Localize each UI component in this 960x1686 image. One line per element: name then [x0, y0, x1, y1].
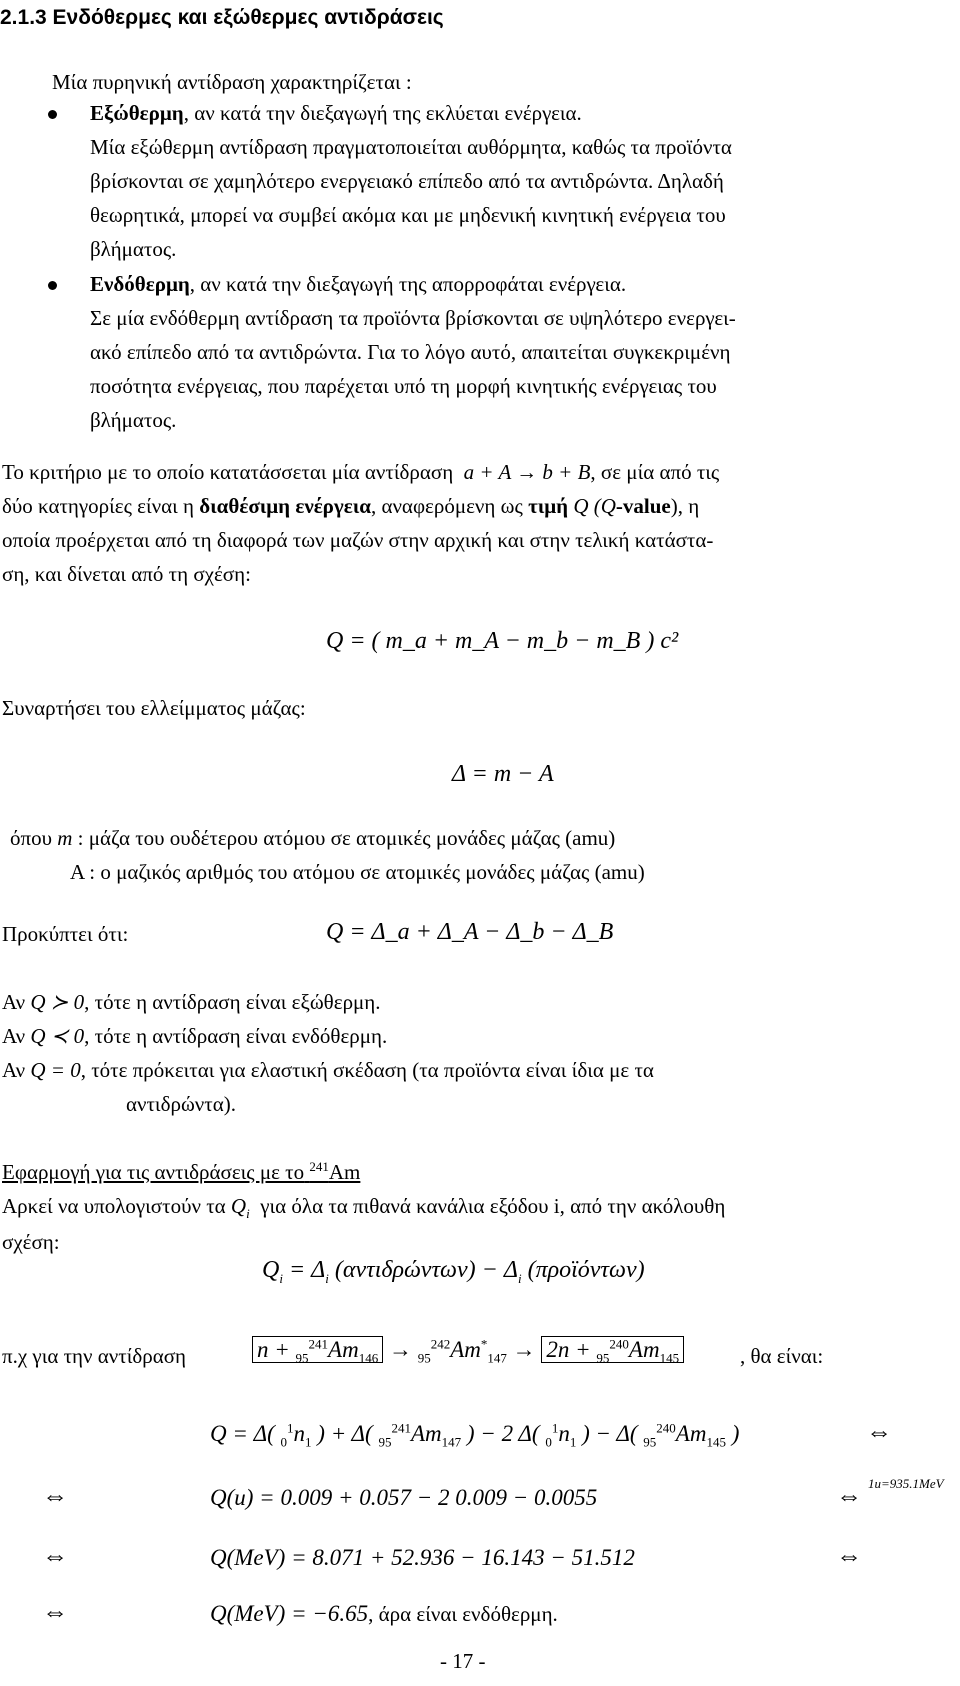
- calc-line-2: Q(u) = 0.009 + 0.057 − 2 0.009 − 0.0055: [210, 1485, 598, 1510]
- equation-q-defects: Q = Δ_a + Δ_A − Δ_b − Δ_B: [326, 919, 614, 945]
- application-line-2: σχέση:: [2, 1230, 60, 1254]
- m-symbol: m: [57, 826, 73, 850]
- equivalence-icon: ⇔: [42, 1481, 68, 1510]
- criterion-text: , αναφερόμενη ως: [370, 494, 523, 518]
- equivalence-icon: ⇔: [866, 1417, 892, 1446]
- example-reaction: [252, 1330, 684, 1370]
- endothermic-line: βλήματος.: [90, 408, 177, 432]
- exothermic-lead-text: , αν κατά την διεξαγωγή της εκλύεται ενέργεια.: [183, 101, 582, 125]
- condition-formula: Q ≻ 0: [30, 990, 85, 1014]
- calc-line-3: Q(MeV) = 8.071 + 52.936 − 16.143 − 51.512: [210, 1545, 635, 1570]
- condition-exothermic: [2, 986, 381, 1018]
- example-prefix: π.χ για την αντίδραση: [2, 1344, 187, 1368]
- term-endothermic: Ενδόθερμη: [90, 272, 190, 296]
- result-label: Προκύπτει ότι:: [2, 922, 129, 946]
- condition-formula: Q ≺ 0: [30, 1024, 85, 1048]
- criterion-line-1: [2, 456, 719, 488]
- endothermic-line: Σε μία ενδόθερμη αντίδραση τα προϊόντα βρίσκονται σε υψηλότερο ενεργει-: [90, 306, 736, 330]
- where-line-1: [10, 822, 615, 854]
- condition-formula: Q = 0: [30, 1058, 81, 1082]
- condition-elastic-continuation: αντιδρώντα).: [126, 1092, 236, 1116]
- where-prefix: όπου: [10, 826, 52, 850]
- condition-prefix: Αν: [2, 990, 26, 1014]
- application-text: Αρκεί να υπολογιστούν τα: [2, 1194, 226, 1218]
- mass-defect-label: Συναρτήσει του ελλείμματος μάζας:: [2, 696, 306, 720]
- condition-text: , τότε πρόκειται για ελαστική σκέδαση (τα προϊόντα είναι ίδια με τα: [80, 1058, 654, 1082]
- section-title: 2.1.3 Ενδόθερμες και εξώθερμες αντιδράσεις: [0, 6, 444, 29]
- calc-conclusion: , άρα είναι ενδόθερμη.: [368, 1602, 558, 1626]
- criterion-text: δύο κατηγορίες είναι η: [2, 494, 195, 518]
- intro-text: Μία πυρηνική αντίδραση χαρακτηρίζεται :: [52, 70, 412, 94]
- available-energy-term: διαθέσιμη ενέργεια: [199, 494, 371, 518]
- q-symbol: Q (Q: [573, 494, 616, 518]
- mass-number-sup: 241: [309, 1159, 329, 1174]
- arrow-icon: →: [388, 1337, 418, 1362]
- equation-q-mass: Q = ( m_a + m_A − m_b − m_B ) c²: [326, 628, 679, 654]
- criterion-text: Το κριτήριο με το οποίο κατατάσσεται μία αντίδραση: [2, 460, 454, 484]
- application-line-1: [2, 1190, 725, 1222]
- criterion-text: ), η: [670, 494, 700, 518]
- bullet-icon: [48, 110, 57, 119]
- conversion-note: 1u=935.1MeV: [868, 1476, 944, 1491]
- bullet-icon: [48, 281, 57, 290]
- exothermic-line: βλήματος.: [90, 237, 177, 261]
- criterion-line-4: ση, και δίνεται από τη σχέση:: [2, 562, 251, 586]
- page-number: - 17 -: [440, 1649, 486, 1673]
- application-title: [2, 1156, 360, 1188]
- q-value-term: -value: [615, 494, 671, 518]
- reactants-word: αντιδρώντων: [342, 1257, 468, 1283]
- products-word: προϊόντων: [535, 1257, 637, 1283]
- endothermic-line: ακό επίπεδο από τα αντιδρώντα. Για το λόγο αυτό, απαιτείται συγκεκριμένη: [90, 340, 731, 364]
- example-suffix: , θα είναι:: [740, 1344, 824, 1368]
- reactants-box: $n + _{95}^{241}Am_{146}$: [252, 1336, 383, 1363]
- calc-line-1: Q = Δ( $_0^1n_1$ ) + Δ( $_{95}^{241}Am_{147}$ ) − 2 Δ( $_0^1n_1$ ) − Δ( $_{95}^{240}Am_{145}$ ): [210, 1420, 740, 1450]
- equivalence-icon: ⇔: [42, 1597, 68, 1626]
- application-title-text: Εφαρμογή για τις αντιδράσεις με το: [2, 1160, 305, 1184]
- q-symbol: Q: [230, 1194, 247, 1218]
- endothermic-lead-text: , αν κατά την διεξαγωγή της απορροφάται ενέργεια.: [189, 272, 627, 296]
- where-text: : μάζα του ουδέτερου ατόμου σε ατομικές μονάδες μάζας (amu): [77, 826, 616, 850]
- condition-endothermic: [2, 1020, 387, 1052]
- exothermic-line: Μία εξώθερμη αντίδραση πραγματοποιείται αυθόρμητα, καθώς τα προϊόντα: [90, 135, 732, 159]
- condition-elastic: [2, 1054, 654, 1086]
- calc-line-4: [210, 1598, 558, 1630]
- q-symbol: Q: [262, 1257, 280, 1283]
- equation-mass-defect: Δ = m − A: [452, 761, 554, 787]
- where-line-2: A : ο μαζικός αριθμός του ατόμου σε ατομικές μονάδες μάζας (amu): [70, 860, 645, 884]
- compound-nucleus: $_{95}^{242}Am^*_{147}$: [417, 1336, 507, 1366]
- endothermic-line: ποσότητα ενέργειας, που παρέχεται υπό τη μορφή κινητικής ενέργειας του: [90, 374, 717, 398]
- index-sub: i: [246, 1206, 250, 1222]
- equation-qi: $Q_i = \Delta_i$ $(\alpha\nu\tau\iota\delta\rho ώ\nu\tau\omega\nu) - \Delta_i$ (προϊόντων): [262, 1257, 645, 1286]
- application-text: για όλα τα πιθανά κανάλια εξόδου i, από την ακόλουθη: [260, 1194, 726, 1218]
- condition-prefix: Αν: [2, 1024, 26, 1048]
- condition-prefix: Αν: [2, 1058, 26, 1082]
- term-exothermic: Εξώθερμη: [90, 101, 184, 125]
- reaction-formula: a + A → b + B: [463, 460, 591, 484]
- condition-text: , τότε η αντίδραση είναι ενδόθερμη.: [84, 1024, 388, 1048]
- bullet-endothermic-lead: [90, 268, 626, 300]
- arrow-icon: →: [512, 1337, 542, 1362]
- exothermic-line: βρίσκονται σε χαμηλότερο ενεργειακό επίπεδο από τα αντιδρώντα. Δηλαδή: [90, 169, 724, 193]
- criterion-line-3: οποία προέρχεται από τη διαφορά των μαζών στην αρχική και στην τελική κατάστα-: [2, 528, 714, 552]
- exothermic-line: θεωρητικά, μπορεί να συμβεί ακόμα και με μηδενική κινητική ενέργεια του: [90, 203, 726, 227]
- element-symbol: Am: [328, 1160, 361, 1184]
- products-box: $2n + _{95}^{240}Am_{145}$: [541, 1336, 684, 1363]
- equivalence-icon: ⇔: [836, 1541, 862, 1570]
- value-term: τιμή: [528, 494, 569, 518]
- bullet-exothermic-lead: [90, 97, 582, 129]
- condition-text: , τότε η αντίδραση είναι εξώθερμη.: [84, 990, 381, 1014]
- equivalence-icon: ⇔: [42, 1541, 68, 1570]
- calc-result: Q(MeV) = −6.65: [210, 1601, 369, 1626]
- equivalence-icon: ⇔: [836, 1481, 862, 1510]
- criterion-line-2: [2, 490, 699, 522]
- criterion-text: , σε μία από τις: [590, 460, 720, 484]
